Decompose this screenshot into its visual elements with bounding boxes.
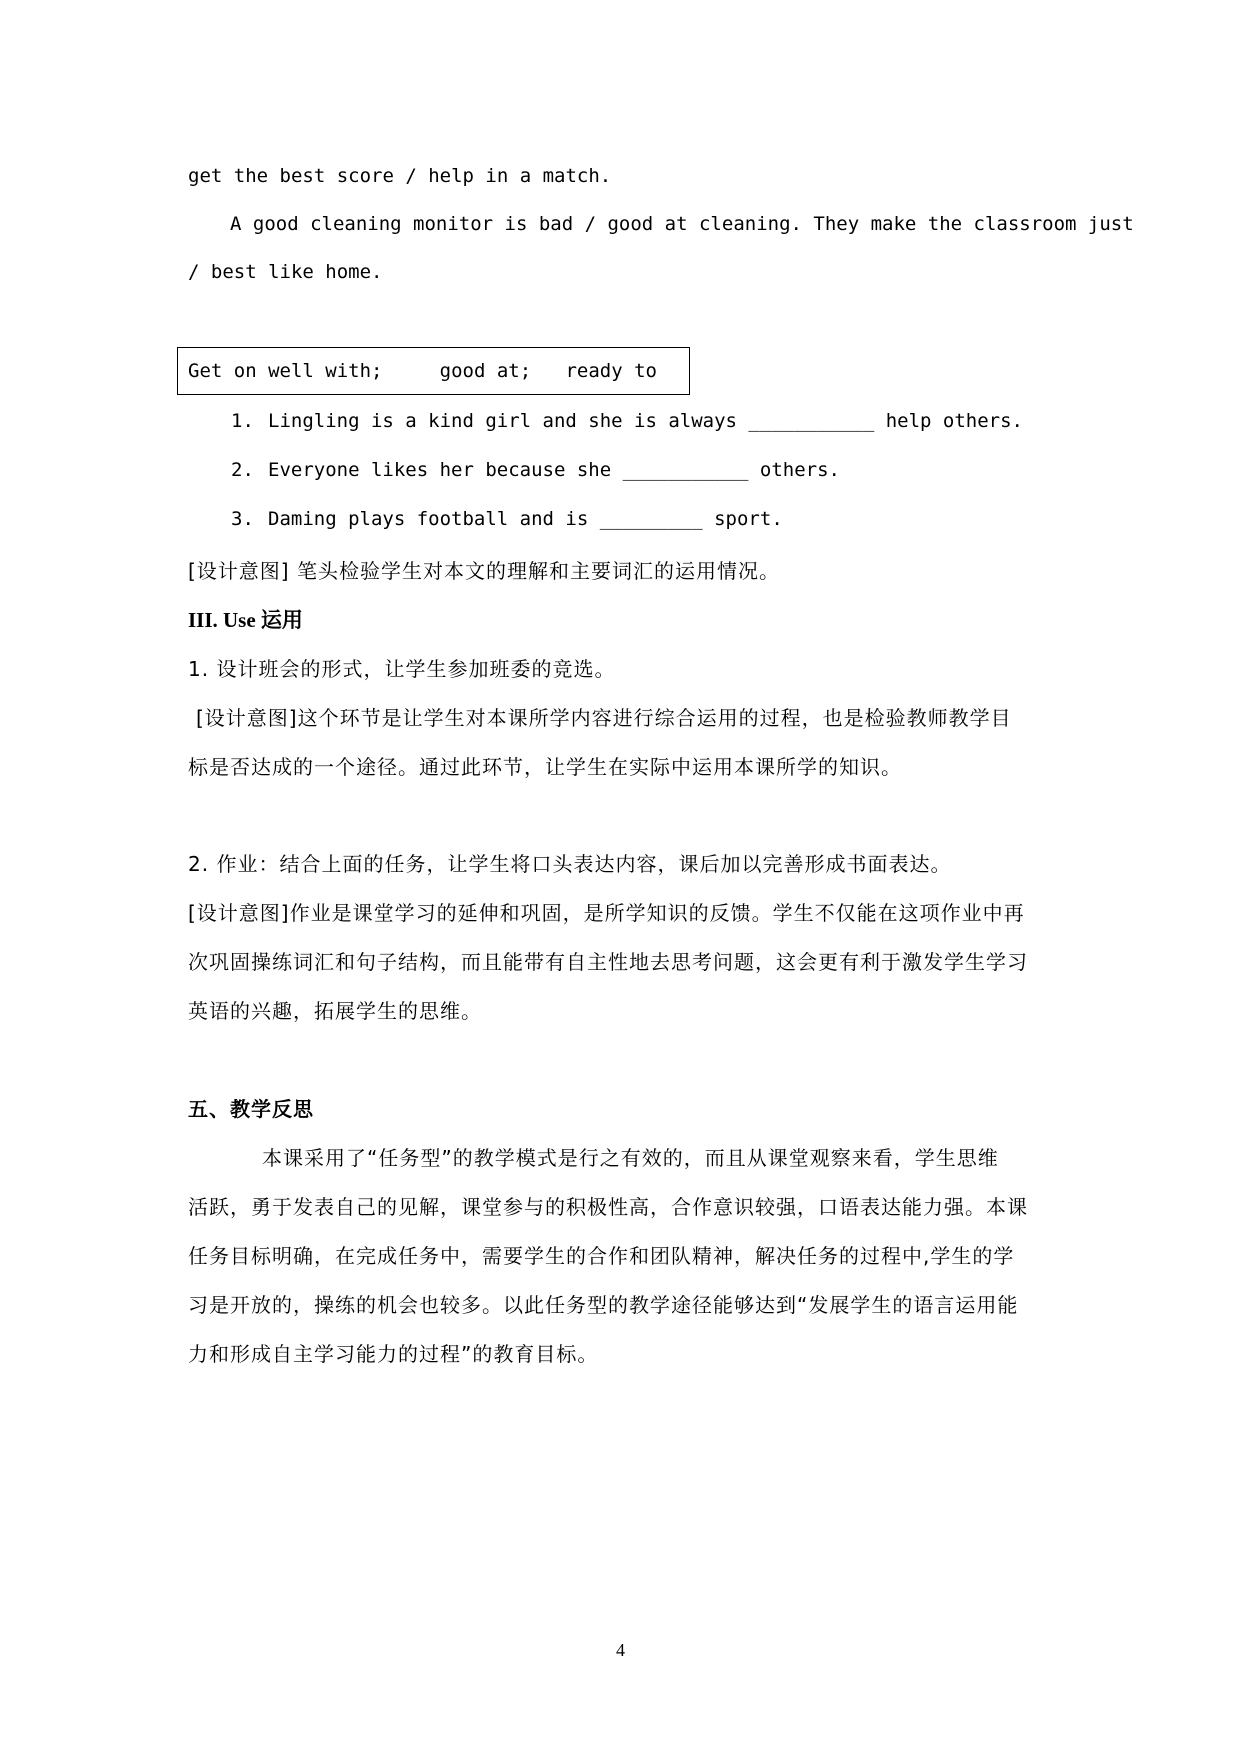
exercise-line: A good cleaning monitor is bad / good at cleaning. They make the classroom just [230,213,1134,235]
design-intent: [设计意图]作业是课堂学习的延伸和巩固，是所学知识的反馈。学生不仅能在这项作业中再 [188,901,1025,925]
reflection-line: 习是开放的，操练的机会也较多。以此任务型的教学途径能够达到“发展学生的语言运用能 [188,1293,1019,1317]
use-item: 1. 设计班会的形式，让学生参加班委的竞选。 [188,657,616,681]
item-number: 3. [231,508,254,530]
fill-blank-item [231,459,840,481]
item-text: Daming plays football and is _________ sport. [268,508,783,530]
item-text: Everyone likes her because she ___________ others. [268,459,840,481]
item-number: 1. [231,410,254,432]
section-heading: 五、教学反思 [188,1097,314,1121]
item-text: Lingling is a kind girl and she is always ___________ help others. [268,410,1023,432]
reflection-line: 本课采用了“任务型”的教学模式是行之有效的，而且从课堂观察来看，学生思维 [262,1146,999,1170]
design-intent: [设计意图]这个环节是让学生对本课所学内容进行综合运用的过程，也是检验教师教学目 [196,706,1012,730]
use-item: 2. 作业：结合上面的任务，让学生将口头表达内容，课后加以完善形成书面表达。 [188,852,952,876]
design-intent: 英语的兴趣，拓展学生的思维。 [188,999,482,1023]
exercise-line: get the best score / help in a match. [188,165,612,187]
fill-blank-item [231,508,783,530]
design-intent: 次巩固操练词汇和句子结构，而且能带有自主性地去思考问题，这会更有利于激发学生学习 [188,950,1028,974]
item-number: 2. [231,459,254,481]
reflection-line: 力和形成自主学习能力的过程”的教育目标。 [188,1342,599,1366]
reflection-line: 任务目标明确，在完成任务中，需要学生的合作和团队精神，解决任务的过程中,学生的学 [188,1244,1015,1268]
page-number: 4 [616,1640,625,1660]
design-intent: [设计意图] 笔头检验学生对本文的理解和主要词汇的运用情况。 [188,559,780,583]
word-box-text: Get on well with; good at; ready to [188,360,657,382]
word-box [177,347,690,395]
design-intent: 标是否达成的一个途径。通过此环节，让学生在实际中运用本课所学的知识。 [188,755,902,779]
section-heading: III. Use 运用 [188,608,303,632]
exercise-line: / best like home. [188,261,383,283]
fill-blank-item [231,410,1023,432]
reflection-line: 活跃，勇于发表自己的见解，课堂参与的积极性高，合作意识较强，口语表达能力强。本课 [188,1195,1028,1219]
